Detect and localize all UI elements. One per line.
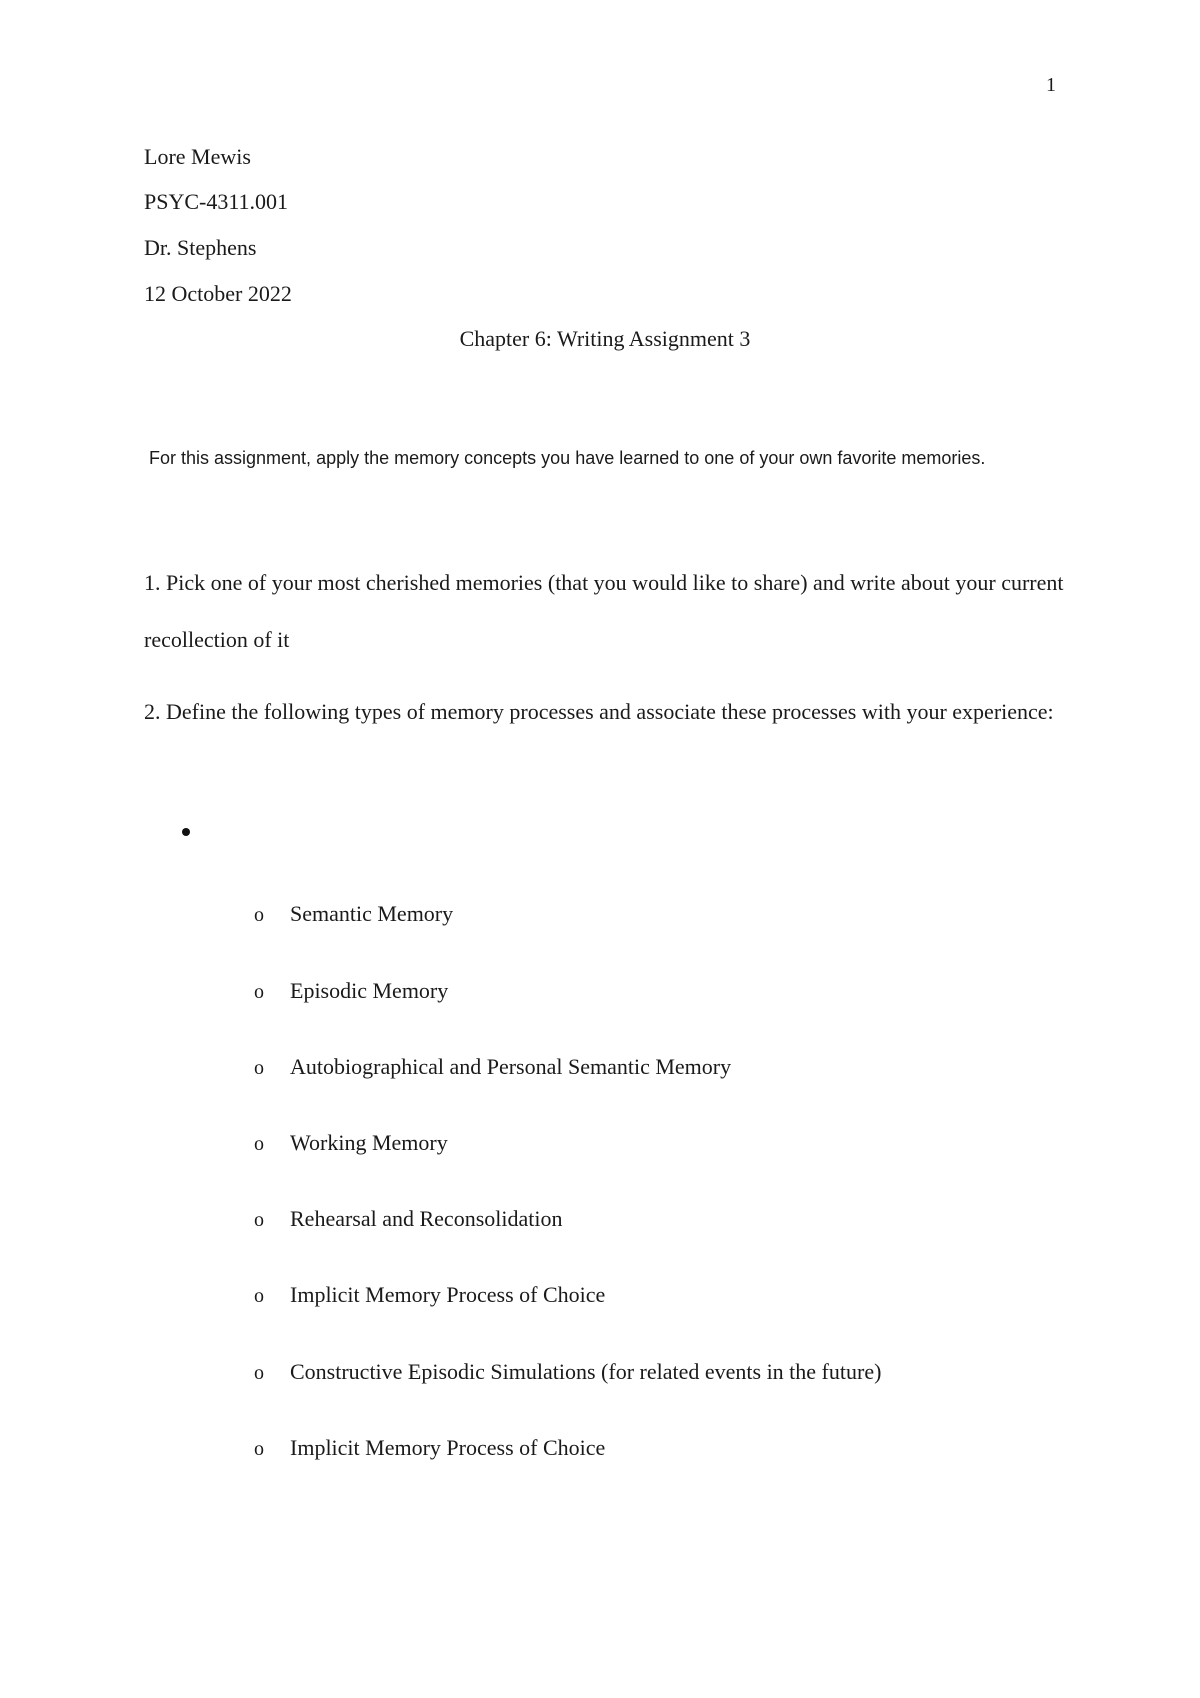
sub-bullet-marker: o: [254, 1057, 264, 1079]
list-item-label: Semantic Memory: [290, 901, 454, 926]
document-title: Chapter 6: Writing Assignment 3: [459, 326, 751, 351]
list-item: [254, 1203, 562, 1235]
assignment-instruction: For this assignment, apply the memory concepts you have learned to one of your own favorite memories.: [149, 448, 986, 468]
list-item: [254, 975, 448, 1007]
sub-bullet-marker: o: [254, 1438, 264, 1460]
bullet-point: [182, 828, 190, 836]
sub-bullet-marker: o: [254, 1133, 264, 1155]
instructor-name: Dr. Stephens: [144, 235, 257, 260]
sub-bullet-marker: o: [254, 1362, 264, 1384]
list-item: [254, 1279, 605, 1311]
list-item-label: Working Memory: [290, 1130, 448, 1155]
list-item-label: Rehearsal and Reconsolidation: [290, 1206, 563, 1231]
list-item: [254, 1051, 731, 1083]
sub-bullet-marker: o: [254, 1209, 264, 1231]
sub-bullet-marker: o: [254, 1285, 264, 1307]
list-item: [254, 898, 453, 930]
list-item-label: Episodic Memory: [290, 978, 449, 1003]
author-name: Lore Mewis: [144, 144, 251, 169]
list-item-label: Implicit Memory Process of Choice: [290, 1435, 606, 1460]
sub-bullet-marker: o: [254, 904, 264, 926]
list-item-label: Autobiographical and Personal Semantic Memory: [290, 1054, 732, 1079]
sub-bullet-marker: o: [254, 981, 264, 1003]
list-item: [254, 1356, 881, 1388]
question-1: 1. Pick one of your most cherished memories (that you would like to share) and write about your current recollection of it: [144, 570, 1064, 652]
page-number: 1: [1046, 74, 1056, 96]
list-item: [254, 1127, 448, 1159]
list-item-label: Implicit Memory Process of Choice: [290, 1282, 606, 1307]
course-code: PSYC-4311.001: [144, 189, 289, 214]
list-item-label: Constructive Episodic Simulations (for related events in the future): [290, 1359, 882, 1384]
question-2: 2. Define the following types of memory processes and associate these processes with your experience:: [144, 699, 1054, 724]
document-date: 12 October 2022: [144, 281, 292, 306]
list-item: [254, 1432, 605, 1464]
